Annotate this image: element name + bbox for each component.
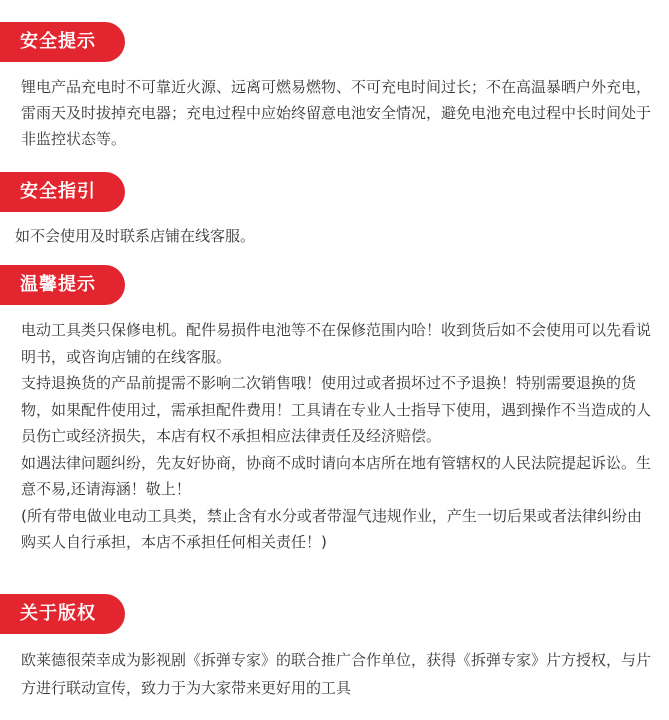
paragraph: 如不会使用及时联系店铺在线客服。 bbox=[15, 227, 256, 245]
section-title-warm-tips: 温馨提示 bbox=[0, 265, 125, 305]
section-body-warm-tips bbox=[21, 317, 651, 556]
paragraph: 锂电产品充电时不可靠近火源、远离可燃易燃物、不可充电时间过长；不在高温暴晒户外充电，雷雨天及时拔掉充电器；充电过程中应始终留意电池安全情况，避免电池充电过程中长时间处于非监控状态等。 bbox=[21, 78, 652, 148]
section-body-safety-tips bbox=[21, 74, 651, 152]
paragraph: (所有带电做业电动工具类，禁止含有水分或者带湿气违规作业，产生一切后果或者法律纠纷由购买人自行承担，本店不承担任何相关责任！) bbox=[21, 506, 642, 551]
paragraph: 支持退换货的产品前提需不影响二次销售哦！使用过或者损坏过不予退换！特别需要退换的货物，如果配件使用过，需承担配件费用！工具请在专业人士指导下使用，遇到操作不当造成的人员伤亡或经济损失，本店有权不承担相应法律责任及经济赔偿。 bbox=[21, 374, 652, 445]
paragraph: 电动工具类只保修电机。配件易损件电池等不在保修范围内哈！收到货后如不会使用可以先看说明书，或咨询店铺的在线客服。 bbox=[21, 321, 652, 366]
section-body-copyright bbox=[21, 646, 651, 702]
section-title-copyright: 关于版权 bbox=[0, 594, 125, 634]
paragraph: 欧莱德很荣幸成为影视剧《拆弹专家》的联合推广合作单位，获得《拆弹专家》片方授权，与片方进行联动宣传，致力于为大家带来更好用的工具 bbox=[21, 651, 652, 697]
section-body-safety-guide bbox=[15, 223, 645, 249]
section-title-safety-guide: 安全指引 bbox=[0, 172, 125, 212]
section-title-safety-tips: 安全提示 bbox=[0, 22, 125, 62]
paragraph: 如遇法律问题纠纷，先友好协商，协商不成时请向本店所在地有管辖权的人民法院提起诉讼。生意不易,还请海涵！敬上！ bbox=[21, 453, 652, 498]
